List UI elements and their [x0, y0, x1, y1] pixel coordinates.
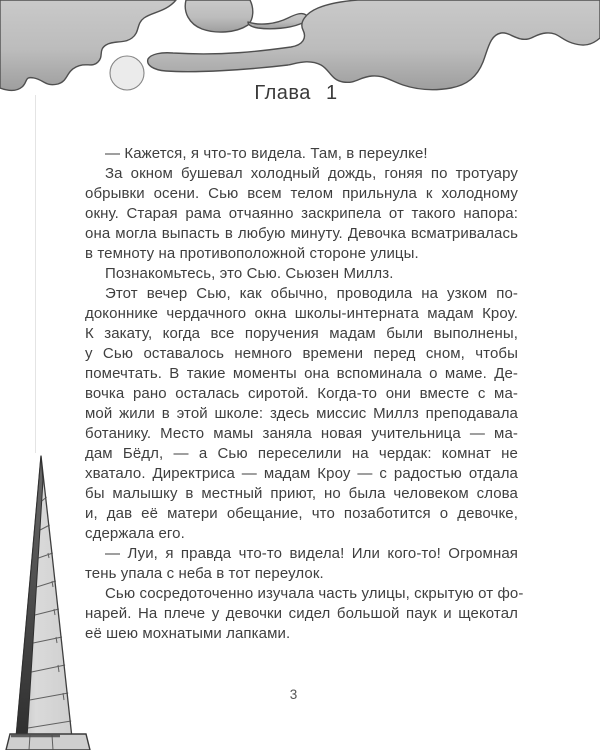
text-line: у Сью оставалось немного времени перед сном, чтобы — [85, 345, 518, 362]
text-line: она могла выпасть в любую минуту. Девочка всматривалась — [85, 225, 518, 242]
text-line: её шею мохнатыми лапками. — [85, 625, 291, 642]
body-text — [85, 144, 524, 644]
cloud-swirl — [185, 0, 253, 32]
cloud-swirl-tail — [248, 14, 307, 29]
left-cloud — [0, 0, 176, 91]
text-line: сдержала его. — [85, 525, 185, 542]
text-line: Познакомьтесь, это Сью. Сьюзен Миллз. — [105, 265, 394, 282]
chapter-heading: Глава 1 — [254, 82, 338, 104]
text-line: обрывки осени. Сью всем телом прильнула к холодному — [85, 185, 518, 202]
text-line: доконнике чердачного окна школы-интерната мадам Кроу. — [85, 305, 518, 322]
page-edge-line — [35, 95, 36, 453]
clouds-moon-illustration — [0, 0, 600, 125]
text-line: бы малышку в местный приют, но была человеком слова — [85, 485, 518, 502]
text-line: тень упала с неба в тот переулок. — [85, 565, 324, 582]
text-line: и, дав её матери обещание, что позаботится о девочке, — [85, 505, 518, 522]
text-line: Этот вечер Сью, как обычно, проводила на узком по- — [105, 285, 518, 302]
text-line: помечтать. В такие моменты она вспоминала о маме. Де- — [85, 365, 518, 382]
page-number: 3 — [289, 687, 298, 702]
text-line: мой жили в этой школе: здесь миссис Миллз преподавала — [85, 405, 518, 422]
text-line: ботанику. Место мамы заняла новая учительница — ма- — [85, 425, 518, 442]
text-line: вочка рано осталась сиротой. Когда-то они вместе с ма- — [85, 385, 518, 402]
text-line: окну. Старая рама отчаянно заскрипела от такого напора: — [85, 205, 518, 222]
text-line: К закату, когда все поручения мадам были выполнены, — [85, 325, 518, 342]
text-line: Сью сосредоточенно изучала часть улицы, скрытую от фо- — [105, 585, 524, 602]
text-line: За окном бушевал холодный дождь, гоняя по тротуару — [105, 165, 518, 182]
text-line: в темноту на противоположной стороне улицы. — [85, 245, 419, 262]
text-line: нарей. На плече у девочки сидел большой паук и щекотал — [85, 605, 518, 622]
text-line: хватало. Директриса — мадам Кроу — с радостью отдала — [85, 465, 518, 482]
text-line: — Кажется, я что-то видела. Там, в переулке! — [105, 145, 428, 162]
text-line: дам Бёдл, — а Сью переселили на чердак: комнат не — [85, 445, 518, 462]
text-line: — Луи, я правда что-то видела! Или кого-то! Огромная — [105, 545, 518, 562]
